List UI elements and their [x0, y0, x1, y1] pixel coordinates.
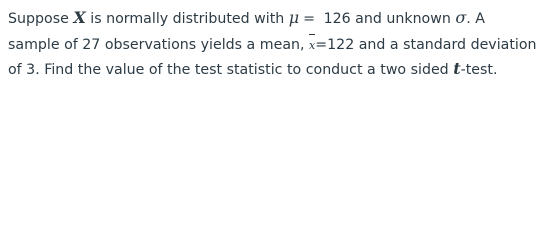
variable-t: t: [453, 59, 461, 78]
question-line-2: [8, 31, 537, 57]
text-segment: Suppose: [8, 11, 74, 27]
question-line-1: [8, 6, 529, 31]
text-segment: of 3. Find the value of the test statistic to conduct a two sided: [8, 62, 454, 78]
equals-sign: =: [303, 11, 316, 27]
text-segment: 126 and unknown: [319, 11, 456, 27]
text-segment: sample of 27 observations yields a mean,: [8, 37, 310, 53]
variable-x: X: [73, 8, 86, 27]
symbol-x-bar: x: [309, 31, 315, 57]
text-segment: -test.: [460, 62, 498, 78]
text-segment: . A: [466, 11, 485, 27]
symbol-mu: μ: [288, 8, 300, 27]
text-segment: is normally distributed with: [85, 11, 289, 27]
symbol-sigma: σ: [455, 8, 467, 27]
question-text: [0, 0, 537, 87]
text-segment: =122 and a standard deviation: [315, 37, 537, 53]
question-line-3: [8, 57, 529, 82]
